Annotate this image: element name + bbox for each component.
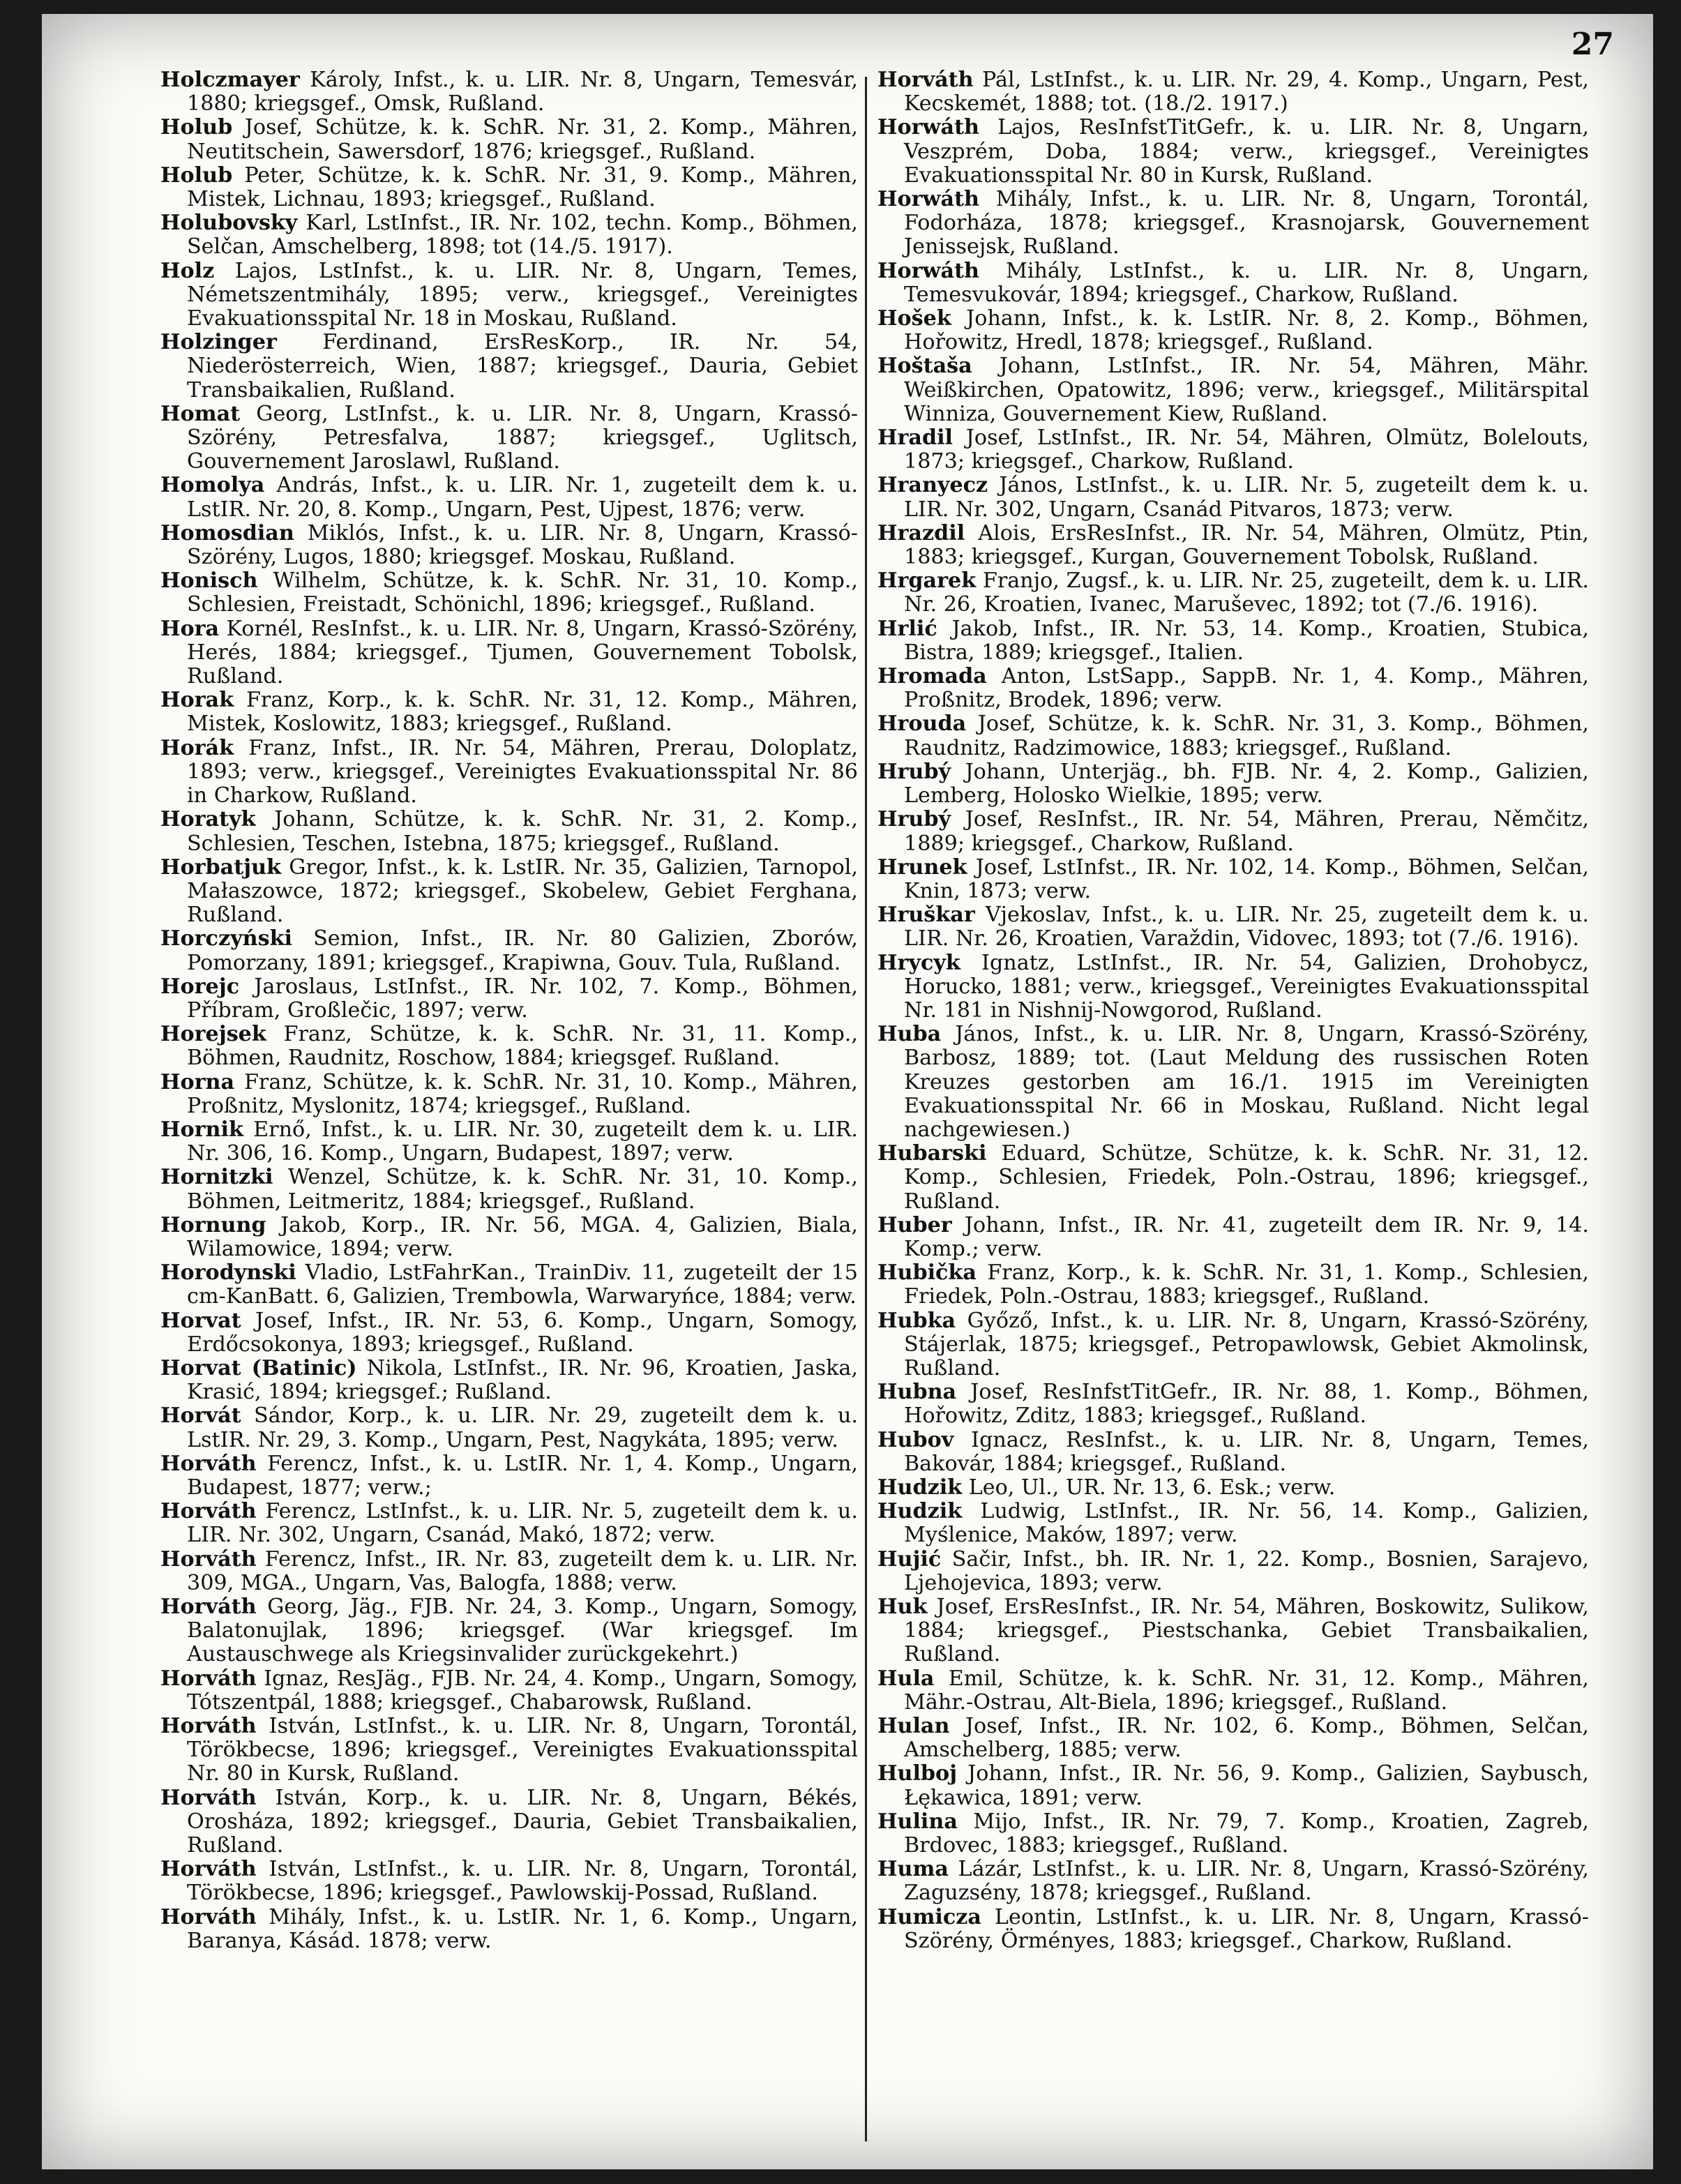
entry bbox=[160, 1118, 858, 1166]
entry-surname: Hornitzki bbox=[160, 1165, 273, 1190]
entry-details: Anton, LstSapp., SappB. Nr. 1, 4. Komp., Mähren, Proßnitz, Brodek, 1896; verw. bbox=[904, 664, 1589, 713]
entry-surname: Holubovsky bbox=[160, 211, 298, 236]
entry bbox=[160, 402, 858, 474]
entry bbox=[160, 1309, 858, 1357]
entry bbox=[877, 760, 1589, 808]
entry-details: Ignatz, LstInfst., IR. Nr. 54, Galizien, Drohobycz, Horucko, 1881; verw., kriegsgef., Vereinigtes Evakuationsspital Nr. 181 in Nishnij-Nowgorod, Rußland. bbox=[904, 950, 1589, 1023]
entry-details: Franz, Infst., IR. Nr. 54, Mähren, Prerau, Doloplatz, 1893; verw., kriegsgef., Vereinigtes Evakuationsspital Nr. 86 in Charkow, Rußland. bbox=[187, 735, 858, 808]
entry bbox=[160, 1548, 858, 1595]
entry-details: Károly, Infst., k. u. LIR. Nr. 8, Ungarn, Temesvár, 1880; kriegsgef., Omsk, Rußland. bbox=[187, 68, 858, 116]
entry-details: Johann, Unterjäg., bh. FJB. Nr. 4, 2. Komp., Galizien, Lemberg, Holosko Wielkie, 1895; verw. bbox=[904, 759, 1589, 808]
entry bbox=[160, 927, 858, 974]
entry bbox=[877, 617, 1589, 665]
entry-surname: Huk bbox=[877, 1595, 928, 1619]
entry-details: Ignacz, ResInfst., k. u. LIR. Nr. 8, Ungarn, Temes, Bakovár, 1884; kriegsgef., Rußland. bbox=[904, 1427, 1589, 1476]
entry bbox=[877, 1715, 1589, 1762]
entry-surname: Huba bbox=[877, 1022, 942, 1047]
entry-surname: Horak bbox=[160, 688, 234, 713]
entry-surname: Hubov bbox=[877, 1427, 954, 1452]
entry-details: Franz, Schütze, k. k. SchR. Nr. 31, 11. Komp., Böhmen, Raudnitz, Roschow, 1884; kriegsgef. Rußland. bbox=[187, 1022, 858, 1071]
entry bbox=[877, 1380, 1589, 1428]
entry bbox=[877, 1261, 1589, 1309]
entry bbox=[877, 1595, 1589, 1667]
entry-surname: Horwáth bbox=[877, 115, 979, 140]
entry-details: Lázár, LstInfst., k. u. LIR. Nr. 8, Ungarn, Krassó-Szörény, Zaguzsény, 1878; kriegsgef., Rußland. bbox=[904, 1857, 1589, 1906]
entry-details: Leontin, LstInfst., k. u. LIR. Nr. 8, Ungarn, Krassó-Szörény, Örményes, 1883; kriegsgef., Charkow, Rußland. bbox=[904, 1904, 1589, 1953]
entry-details: Lajos, ResInfstTitGefr., k. u. LIR. Nr. 8, Ungarn, Veszprém, Doba, 1884; verw., kriegsgef., Vereinigtes Evakuationsspital Nr. 80 in Kursk, Rußland. bbox=[904, 115, 1590, 188]
entry bbox=[160, 1786, 858, 1858]
entry-surname: Huber bbox=[877, 1212, 952, 1237]
left-column bbox=[160, 68, 858, 1953]
entry-details: Georg, Jäg., FJB. Nr. 24, 3. Komp., Ungarn, Somogy, Balatonujlak, 1896; kriegsgef. (War kriegsgef. Im Austauschwege als Kriegsinvalider zurückgekehrt.) bbox=[187, 1595, 858, 1667]
entry-surname: Humicza bbox=[877, 1904, 981, 1929]
entry-details: Kornél, ResInfst., k. u. LIR. Nr. 8, Ungarn, Krassó-Szörény, Herés, 1884; kriegsgef., Tjumen, Gouvernement Tobolsk, Rußland. bbox=[187, 616, 858, 689]
entry-surname: Hrlić bbox=[877, 616, 937, 641]
entry bbox=[160, 1595, 858, 1667]
entry bbox=[877, 1023, 1589, 1142]
entry bbox=[877, 474, 1589, 521]
entry-surname: Honisch bbox=[160, 568, 258, 594]
entry-details: Johann, Schütze, k. k. SchR. Nr. 31, 2. Komp., Schlesien, Teschen, Istebna, 1875; kriegsgef., Rußland. bbox=[187, 807, 858, 856]
entry-surname: Hula bbox=[877, 1666, 935, 1691]
entry-details: Johann, LstInfst., IR. Nr. 54, Mähren, Mähr. Weißkirchen, Opatowitz, 1896; verw., kriegsgef., Militärspital Winniza, Gouvernement Kiew, Rußland. bbox=[904, 354, 1589, 426]
entry bbox=[160, 1906, 858, 1953]
entry bbox=[160, 211, 858, 259]
entry bbox=[160, 1166, 858, 1213]
entry-surname: Holub bbox=[160, 163, 233, 188]
entry-details: Peter, Schütze, k. k. SchR. Nr. 31, 9. Komp., Mähren, Mistek, Lichnau, 1893; kriegsgef., Rußland. bbox=[187, 163, 858, 212]
entry bbox=[160, 1261, 858, 1309]
document-page bbox=[42, 14, 1653, 2169]
entry-details: Franjo, Zugsf., k. u. LIR. Nr. 25, zugeteilt, dem k. u. LIR. Nr. 26, Kroatien, Ivanec, Maruševec, 1892; tot (7./6. 1916). bbox=[904, 568, 1589, 617]
entry-details: János, Infst., k. u. LIR. Nr. 8, Ungarn, Krassó-Szörény, Barbosz, 1889; tot. (Laut Meldung des russischen Roten Kreuzes gestorben am 16./1. 1915 im Vereinigten Evakuationsspital Nr. 66 in Moskau, Rußland. Nicht legal nachgewiesen.) bbox=[904, 1022, 1589, 1142]
entry bbox=[877, 354, 1589, 426]
entry-surname: Homosdian bbox=[160, 520, 294, 545]
entry-details: Leo, Ul., UR. Nr. 13, 6. Esk.; verw. bbox=[968, 1475, 1336, 1500]
entry bbox=[877, 426, 1589, 474]
entry-details: István, LstInfst., k. u. LIR. Nr. 8, Ungarn, Torontál, Törökbecse, 1896; kriegsgef., Vereinigtes Evakuationsspital Nr. 80 in Kursk, Rußland. bbox=[187, 1714, 858, 1786]
entry-details: Franz, Korp., k. k. SchR. Nr. 31, 12. Komp., Mähren, Mistek, Koslowitz, 1883; kriegsgef., Rußland. bbox=[187, 688, 859, 737]
entry bbox=[160, 1500, 858, 1547]
entry-details: Josef, ResInfst., IR. Nr. 54, Mähren, Prerau, Němčitz, 1889; kriegsgef., Charkow, Rußland. bbox=[904, 807, 1589, 856]
entry bbox=[160, 68, 858, 116]
entry-details: Ludwig, LstInfst., IR. Nr. 56, 14. Komp., Galizien, Myślenice, Maków, 1897; verw. bbox=[904, 1499, 1589, 1548]
entry-surname: Homat bbox=[160, 401, 241, 426]
entry-details: Alois, ErsResInfst., IR. Nr. 54, Mähren, Olmütz, Ptin, 1883; kriegsgef., Kurgan, Gouvernement Tobolsk, Rußland. bbox=[904, 520, 1589, 570]
entry-surname: Hoštaša bbox=[877, 354, 972, 379]
entry bbox=[160, 1404, 858, 1452]
entry-surname: Holczmayer bbox=[160, 68, 300, 92]
entry bbox=[877, 68, 1589, 116]
entry-surname: Horvát bbox=[160, 1403, 241, 1429]
entry-surname: Hrubý bbox=[877, 807, 951, 832]
entry bbox=[160, 975, 858, 1023]
entry bbox=[877, 259, 1589, 307]
entry-details: Georg, LstInfst., k. u. LIR. Nr. 8, Ungarn, Krassó-Szörény, Petresfalva, 1887; kriegsgef., Uglitsch, Gouvernement Jaroslawl, Rußland. bbox=[187, 401, 858, 474]
entry-surname: Horváth bbox=[160, 1714, 257, 1739]
entry-surname: Horváth bbox=[160, 1595, 257, 1619]
entry bbox=[160, 331, 858, 402]
entry-surname: Horodynski bbox=[160, 1260, 296, 1286]
entry bbox=[877, 1142, 1589, 1214]
entry-surname: Hora bbox=[160, 616, 220, 641]
entry bbox=[877, 665, 1589, 712]
right-column bbox=[877, 68, 1589, 1953]
entry-details: Josef, LstInfst., IR. Nr. 102, 14. Komp., Böhmen, Selčan, Knin, 1873; verw. bbox=[904, 854, 1589, 903]
entry-surname: Horejc bbox=[160, 974, 240, 999]
entry-surname: Hradil bbox=[877, 425, 953, 451]
entry bbox=[877, 1429, 1589, 1476]
entry-details: Josef, Schütze, k. k. SchR. Nr. 31, 3. Komp., Böhmen, Raudnitz, Radzimowice, 1883; kriegsgef., Rußland. bbox=[904, 711, 1589, 760]
entry bbox=[877, 1548, 1589, 1595]
entry-surname: Horczyński bbox=[160, 926, 292, 951]
entry-details: Pál, LstInfst., k. u. LIR. Nr. 29, 4. Komp., Ungarn, Pest, Kecskemét, 1888; tot. (18./2. 1917.) bbox=[904, 68, 1589, 116]
entry bbox=[160, 737, 858, 808]
entry bbox=[877, 1309, 1589, 1381]
entry-details: Sačir, Infst., bh. IR. Nr. 1, 22. Komp., Bosnien, Sarajevo, Ljehojevica, 1893; verw. bbox=[904, 1546, 1589, 1595]
entry bbox=[877, 522, 1589, 569]
entry-details: Vladio, LstFahrKan., TrainDiv. 11, zugeteilt der 15 cm-KanBatt. 6, Galizien, Trembowla, Warwaryńce, 1884; verw. bbox=[187, 1260, 858, 1309]
entry-details: Ignaz, ResJäg., FJB. Nr. 24, 4. Komp., Ungarn, Somogy, Tótszentpál, 1888; kriegsgef., Chabarowsk, Rußland. bbox=[187, 1666, 858, 1715]
entry-surname: Holzinger bbox=[160, 330, 277, 355]
entry-details: Josef, LstInfst., IR. Nr. 54, Mähren, Olmütz, Bolelouts, 1873; kriegsgef., Charkow, Rußland. bbox=[904, 425, 1589, 474]
entry-surname: Hošek bbox=[877, 306, 951, 331]
entry-surname: Hubka bbox=[877, 1308, 956, 1333]
entry-details: Eduard, Schütze, Schütze, k. k. SchR. Nr. 31, 12. Komp., Schlesien, Friedek, Poln.-Ostrau, 1896; kriegsgef., Rußland. bbox=[904, 1141, 1589, 1214]
entry bbox=[160, 808, 858, 855]
entry-surname: Hubarski bbox=[877, 1141, 987, 1166]
entry bbox=[160, 1452, 858, 1500]
entry-details: Ferencz, Infst., IR. Nr. 83, zugeteilt dem k. u. LIR. Nr. 309, MGA., Ungarn, Vas, Balogfa, 1888; verw. bbox=[187, 1546, 858, 1595]
entry bbox=[160, 1071, 858, 1118]
entry-surname: Horváth bbox=[160, 1499, 257, 1524]
entry-details: Wenzel, Schütze, k. k. SchR. Nr. 31, 10. Komp., Böhmen, Leitmeritz, 1884; kriegsgef., Rußland. bbox=[187, 1165, 858, 1214]
entry-details: Franz, Schütze, k. k. SchR. Nr. 31, 10. Komp., Mähren, Proßnitz, Myslonitz, 1874; kriegsgef., Rußland. bbox=[187, 1069, 858, 1118]
entry bbox=[877, 903, 1589, 951]
entry bbox=[877, 856, 1589, 903]
page-number: 27 bbox=[1571, 27, 1614, 62]
entry-details: Ferencz, LstInfst., k. u. LIR. Nr. 5, zugeteilt dem k. u. LIR. Nr. 302, Ungarn, Csanád, Makó, 1872; verw. bbox=[187, 1499, 858, 1548]
entry bbox=[160, 259, 858, 331]
entry-details: Josef, ResInfstTitGefr., IR. Nr. 88, 1. Komp., Böhmen, Hořowitz, Zditz, 1883; kriegsgef., Rußland. bbox=[904, 1380, 1590, 1429]
entry-details: Johann, Infst., IR. Nr. 41, zugeteilt dem IR. Nr. 9, 14. Komp.; verw. bbox=[904, 1212, 1589, 1261]
entry-surname: Hruškar bbox=[877, 903, 975, 928]
entry-details: Ferdinand, ErsResKorp., IR. Nr. 54, Niederösterreich, Wien, 1887; kriegsgef., Dauria, Gebiet Transbaikalien, Rußland. bbox=[187, 330, 858, 402]
entry-surname: Horejsek bbox=[160, 1022, 266, 1047]
entry-surname: Hujić bbox=[877, 1546, 942, 1572]
entry-surname: Hrubý bbox=[877, 759, 951, 784]
entry bbox=[877, 307, 1589, 354]
entry-details: Mihály, Infst., k. u. LstIR. Nr. 1, 6. Komp., Ungarn, Baranya, Kásád. 1878; verw. bbox=[187, 1904, 858, 1953]
entry-details: Emil, Schütze, k. k. SchR. Nr. 31, 12. Komp., Mähren, Mähr.-Ostrau, Alt-Biela, 1896; kriegsgef., Rußland. bbox=[904, 1666, 1589, 1715]
entry-surname: Hubna bbox=[877, 1380, 957, 1405]
entry-details: Josef, Infst., IR. Nr. 102, 6. Komp., Böhmen, Selčan, Amschelberg, 1885; verw. bbox=[904, 1714, 1590, 1763]
entry-surname: Homolya bbox=[160, 473, 265, 498]
entry bbox=[877, 1667, 1589, 1715]
entry bbox=[877, 188, 1589, 259]
entry bbox=[877, 569, 1589, 617]
entry-surname: Holz bbox=[160, 258, 215, 283]
entry-details: Lajos, LstInfst., k. u. LIR. Nr. 8, Ungarn, Temes, Németszentmihály, 1895; verw., kriegsgef., Vereinigtes Evakuationsspital Nr. 18 in Moskau, Rußland. bbox=[187, 258, 858, 331]
entry-details: Josef, Infst., IR. Nr. 53, 6. Komp., Ungarn, Somogy, Erdőcsokonya, 1893; kriegsgef., Rußland. bbox=[187, 1308, 858, 1357]
entry bbox=[160, 164, 858, 211]
entry-surname: Hrycyk bbox=[877, 950, 960, 975]
entry bbox=[160, 856, 858, 928]
entry bbox=[877, 712, 1589, 760]
entry bbox=[877, 1858, 1589, 1905]
entry-details: Mihály, LstInfst., k. u. LIR. Nr. 8, Ungarn, Temesvukovár, 1894; kriegsgef., Charkow, Rußland. bbox=[904, 258, 1589, 307]
entry-details: János, LstInfst., k. u. LIR. Nr. 5, zugeteilt dem k. u. LIR. Nr. 302, Ungarn, Csanád Pitvaros, 1873; verw. bbox=[904, 473, 1589, 522]
column-divider bbox=[865, 77, 867, 2141]
entry-details: Johann, Infst., IR. Nr. 56, 9. Komp., Galizien, Saybusch, Łękawica, 1891; verw. bbox=[904, 1761, 1589, 1810]
entry-surname: Hranyecz bbox=[877, 473, 988, 498]
entry-surname: Horwáth bbox=[877, 187, 979, 212]
entry bbox=[877, 951, 1589, 1023]
entry bbox=[160, 1715, 858, 1786]
entry-surname: Hulboj bbox=[877, 1761, 958, 1786]
entry-details: Jakob, Korp., IR. Nr. 56, MGA. 4, Galizien, Biala, Wilamowice, 1894; verw. bbox=[187, 1212, 858, 1261]
entry-surname: Hudzik bbox=[877, 1475, 963, 1500]
entry bbox=[877, 1214, 1589, 1261]
entry-surname: Huma bbox=[877, 1857, 949, 1882]
entry bbox=[160, 1023, 858, 1070]
entry-details: Wilhelm, Schütze, k. k. SchR. Nr. 31, 10. Komp., Schlesien, Freistadt, Schönichl, 1896; kriegsgef., Rußland. bbox=[187, 568, 858, 617]
entry bbox=[877, 1906, 1589, 1953]
entry-surname: Hrazdil bbox=[877, 520, 965, 545]
entry-surname: Hulina bbox=[877, 1809, 958, 1834]
entry-surname: Hubička bbox=[877, 1260, 977, 1286]
entry-details: Győző, Infst., k. u. LIR. Nr. 8, Ungarn, Krassó-Szörény, Stájerlak, 1875; kriegsgef., Petropawlowsk, Gebiet Akmolinsk, Rußland. bbox=[904, 1308, 1589, 1380]
entry-details: Josef, ErsResInfst., IR. Nr. 54, Mähren, Boskowitz, Sulikow, 1884; kriegsgef., Piestschanka, Gebiet Transbaikalien, Rußland. bbox=[904, 1595, 1589, 1667]
entry-details: Josef, Schütze, k. k. SchR. Nr. 31, 2. Komp., Mähren, Neutitschein, Sawersdorf, 1876; kriegsgef., Rußland. bbox=[187, 115, 858, 164]
entry-details: Mijo, Infst., IR. Nr. 79, 7. Komp., Kroatien, Zagreb, Brdovec, 1883; kriegsgef., Rußland. bbox=[904, 1809, 1589, 1858]
entry bbox=[160, 617, 858, 689]
entry-surname: Horváth bbox=[160, 1666, 257, 1691]
entry-details: Sándor, Korp., k. u. LIR. Nr. 29, zugeteilt dem k. u. LstIR. Nr. 29, 3. Komp., Ungarn, Pest, Nagykáta, 1895; verw. bbox=[187, 1403, 858, 1452]
entry-details: Gregor, Infst., k. k. LstIR. Nr. 35, Galizien, Tarnopol, Małaszowce, 1872; kriegsgef., Skobelew, Gebiet Ferghana, Rußland. bbox=[187, 854, 858, 928]
entry bbox=[160, 1858, 858, 1905]
entry-surname: Hromada bbox=[877, 664, 987, 689]
entry-details: Karl, LstInfst., IR. Nr. 102, techn. Komp., Böhmen, Selčan, Amschelberg, 1898; tot (14./5. 1917). bbox=[187, 211, 858, 259]
entry-details: Nikola, LstInfst., IR. Nr. 96, Kroatien, Jaska, Krasić, 1894; kriegsgef.; Rußland. bbox=[187, 1355, 858, 1405]
entry-details: Franz, Korp., k. k. SchR. Nr. 31, 1. Komp., Schlesien, Friedek, Poln.-Ostrau, 1883; kriegsgef., Rußland. bbox=[904, 1260, 1589, 1309]
entry-surname: Horváth bbox=[160, 1546, 257, 1572]
entry-details: Jakob, Infst., IR. Nr. 53, 14. Komp., Kroatien, Stubica, Bistra, 1889; kriegsgef., Italien. bbox=[904, 616, 1589, 665]
entry bbox=[160, 569, 858, 617]
entry-surname: Hrunek bbox=[877, 854, 967, 880]
entry-surname: Hrouda bbox=[877, 711, 967, 737]
entry-surname: Horna bbox=[160, 1069, 235, 1094]
entry bbox=[160, 1357, 858, 1404]
entry-surname: Holub bbox=[160, 115, 233, 140]
entry-details: Johann, Infst., k. k. LstIR. Nr. 8, 2. Komp., Böhmen, Hořowitz, Hredl, 1878; kriegsgef., Rußland. bbox=[904, 306, 1589, 355]
entry-surname: Horváth bbox=[877, 68, 974, 92]
entry-surname: Hudzik bbox=[877, 1499, 963, 1524]
entry bbox=[877, 808, 1589, 855]
entry bbox=[160, 522, 858, 569]
entry-surname: Horwáth bbox=[877, 258, 979, 283]
entry-details: Ferencz, Infst., k. u. LstIR. Nr. 1, 4. Komp., Ungarn, Budapest, 1877; verw.; bbox=[187, 1451, 858, 1500]
entry-surname: Horváth bbox=[160, 1857, 257, 1882]
entry-surname: Hornung bbox=[160, 1212, 266, 1237]
entry bbox=[877, 1500, 1589, 1547]
entry bbox=[160, 116, 858, 163]
entry bbox=[877, 116, 1589, 188]
entry-details: István, LstInfst., k. u. LIR. Nr. 8, Ungarn, Torontál, Törökbecse, 1896; kriegsgef., Pawlowskij-Possad, Rußland. bbox=[187, 1857, 858, 1906]
entry bbox=[160, 474, 858, 521]
entry bbox=[160, 1667, 858, 1715]
entry-surname: Horák bbox=[160, 735, 234, 760]
entry-surname: Horváth bbox=[160, 1785, 257, 1810]
entry bbox=[877, 1762, 1589, 1809]
entry-surname: Horvat bbox=[160, 1308, 241, 1333]
entry-details: Jaroslaus, LstInfst., IR. Nr. 102, 7. Komp., Böhmen, Příbram, Großlečic, 1897; verw. bbox=[187, 974, 858, 1023]
entry-surname: Horbatjuk bbox=[160, 854, 281, 880]
entry-details: Vjekoslav, Infst., k. u. LIR. Nr. 25, zugeteilt dem k. u. LIR. Nr. 26, Kroatien, Varaždin, Vidovec, 1893; tot (7./6. 1916). bbox=[904, 903, 1589, 951]
entry-surname: Horvat (Batinic) bbox=[160, 1355, 357, 1380]
entry bbox=[160, 688, 858, 736]
entry-details: Mihály, Infst., k. u. LIR. Nr. 8, Ungarn, Torontál, Fodorháza, 1878; kriegsgef., Krasnojarsk, Gouvernement Jenissejsk, Rußland. bbox=[904, 187, 1589, 259]
entry bbox=[160, 1214, 858, 1261]
entry-surname: Hrgarek bbox=[877, 568, 977, 594]
entry-surname: Hulan bbox=[877, 1714, 950, 1739]
entry-details: Miklós, Infst., k. u. LIR. Nr. 8, Ungarn, Krassó-Szörény, Lugos, 1880; kriegsgef. Moskau, Rußland. bbox=[187, 520, 858, 570]
entry-surname: Horatyk bbox=[160, 807, 256, 832]
entry-surname: Horváth bbox=[160, 1451, 257, 1476]
entry-surname: Horváth bbox=[160, 1904, 257, 1929]
entry bbox=[877, 1476, 1589, 1500]
entry-details: Semion, Infst., IR. Nr. 80 Galizien, Zborów, Pomorzany, 1891; kriegsgef., Krapiwna, Gouv. Tula, Rußland. bbox=[187, 926, 858, 975]
entry-details: András, Infst., k. u. LIR. Nr. 1, zugeteilt dem k. u. LstIR. Nr. 20, 8. Komp., Ungarn, Pest, Ujpest, 1876; verw. bbox=[187, 473, 858, 522]
entry bbox=[877, 1810, 1589, 1858]
entry-details: Ernő, Infst., k. u. LIR. Nr. 30, zugeteilt dem k. u. LIR. Nr. 306, 16. Komp., Ungarn, Budapest, 1897; verw. bbox=[187, 1117, 858, 1166]
entry-details: István, Korp., k. u. LIR. Nr. 8, Ungarn, Békés, Orosháza, 1892; kriegsgef., Dauria, Gebiet Transbaikalien, Rußland. bbox=[187, 1785, 858, 1858]
entry-surname: Hornik bbox=[160, 1117, 243, 1142]
